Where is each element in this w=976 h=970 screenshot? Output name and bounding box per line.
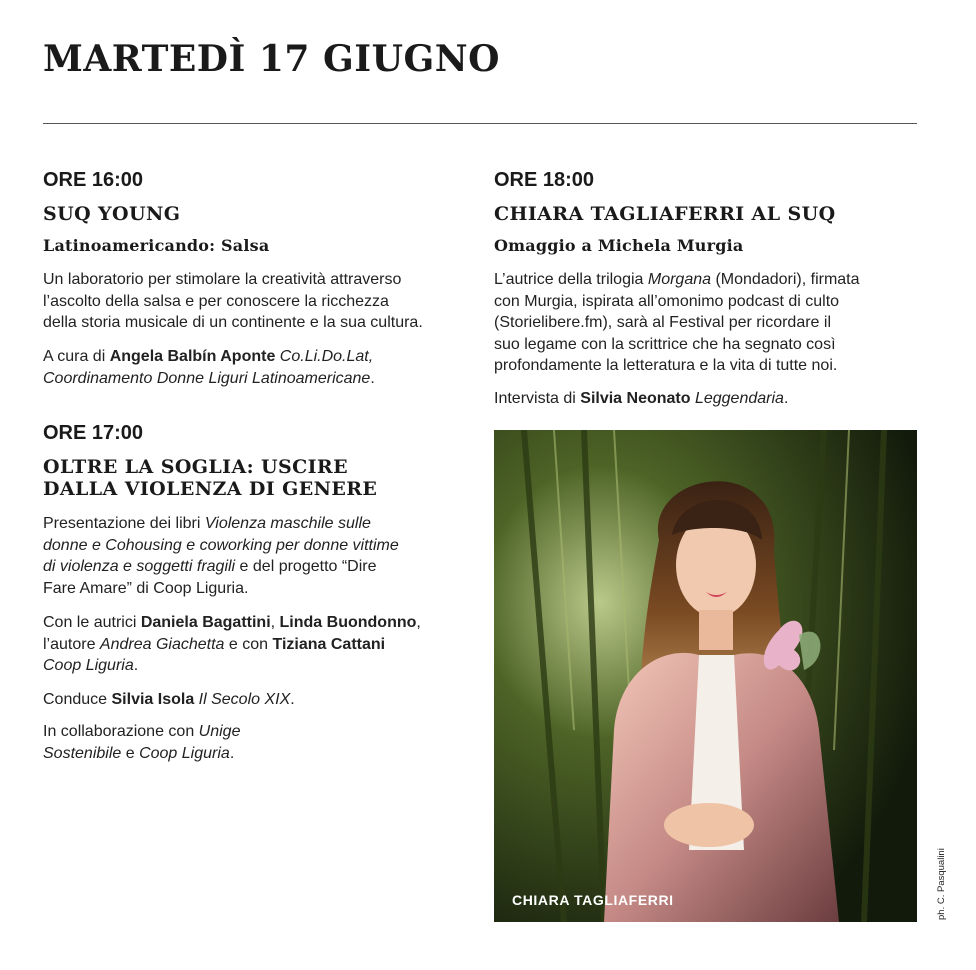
event-interview-murgia: Intervista di Silvia Neonato Leggendaria. bbox=[494, 390, 789, 407]
portrait-photo bbox=[494, 430, 917, 922]
event-time-1700: ORE 17:00 bbox=[43, 422, 144, 444]
event-collab-violenza: In collaborazione con Unige Sostenibile e Coop Liguria. bbox=[43, 723, 241, 762]
event-authors-violenza: Con le autrici Daniela Bagattini, Linda Buondonno, l’autore Andrea Giachetta e con Tiziana Cattani Coop Liguria. bbox=[43, 614, 421, 674]
event-host-violenza: Conduce Silvia Isola Il Secolo XIX. bbox=[43, 691, 295, 708]
event-title-oltre-la-soglia: OLTRE LA SOGLIA: USCIRE DALLA VIOLENZA DI GENERE bbox=[43, 456, 378, 500]
event-subtitle-salsa: Latinoamericando: Salsa bbox=[43, 236, 270, 255]
photo-credit: ph. C. Pasqualini bbox=[936, 848, 947, 920]
event-description-salsa: Un laboratorio per stimolare la creatività attraverso l’ascolto della salsa e per conoscere la ricchezza della storia musicale di un continente e la sua cultura. bbox=[43, 271, 423, 331]
event-time-1800: ORE 18:00 bbox=[494, 169, 595, 191]
event-time-1600: ORE 16:00 bbox=[43, 169, 144, 191]
title-divider bbox=[43, 123, 917, 124]
event-title-chiara-tagliaferri: CHIARA TAGLIAFERRI AL SUQ bbox=[494, 203, 836, 225]
portrait-illustration bbox=[494, 430, 917, 922]
page-title: MARTEDÌ 17 GIUGNO bbox=[43, 38, 501, 80]
event-description-violenza: Presentazione dei libri Violenza maschile sulle donne e Cohousing e coworking per donne vittime di violenza e soggetti fragili e del progetto “Dire Fare Amare” di Coop Liguria. bbox=[43, 515, 399, 597]
event-credit-salsa: A cura di Angela Balbín Aponte Co.Li.Do.Lat, Coordinamento Donne Liguri Latinoamericane. bbox=[43, 348, 375, 387]
event-description-morgana: L’autrice della trilogia Morgana (Mondadori), firmata con Murgia, ispirata all’omonimo podcast di culto (Storielibere.fm), sarà al Festival per ricordare il suo legame con la scrittrice che ha segnato così profondamente la letteratura e la vita di tutte noi. bbox=[494, 271, 860, 374]
event-subtitle-murgia: Omaggio a Michela Murgia bbox=[494, 236, 744, 255]
event-title-suq-young: SUQ YOUNG bbox=[43, 203, 181, 225]
photo-caption: CHIARA TAGLIAFERRI bbox=[512, 892, 674, 908]
